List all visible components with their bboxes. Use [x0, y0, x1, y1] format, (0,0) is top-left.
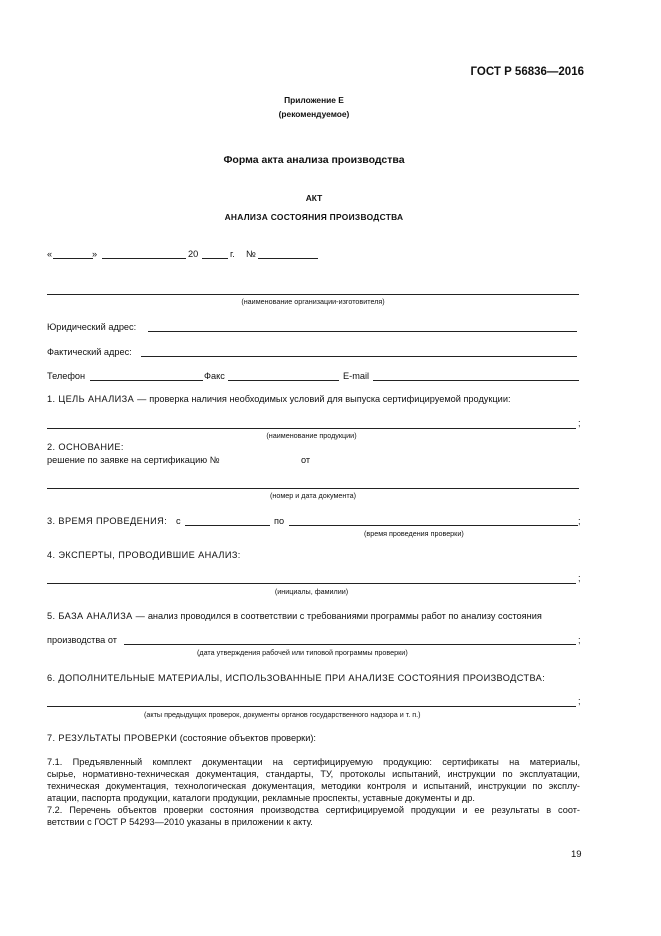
- p71-line-1: 7.1. Предъявленный комплект документации на сертифицируемую продукцию: сертификаты на материалы,: [47, 757, 580, 767]
- legal-address-field[interactable]: [148, 331, 577, 332]
- legal-address-label: Юридический адрес:: [47, 322, 137, 332]
- section-5: [47, 611, 542, 621]
- phone-label: Телефон: [47, 371, 86, 381]
- program-caption: (дата утверждения рабочей или типовой программы проверки): [197, 648, 408, 657]
- experts-field[interactable]: [47, 583, 576, 584]
- p72-line-1: 7.2. Перечень объектов проверки состояния производства сертифицируемой продукции и ее результаты в соот-: [47, 805, 580, 815]
- page-number: 19: [571, 849, 582, 860]
- section-6-label: 6. ДОПОЛНИТЕЛЬНЫЕ МАТЕРИАЛЫ, ИСПОЛЬЗОВАННЫЕ ПРИ АНАЛИЗЕ СОСТОЯНИЯ ПРОИЗВОДСТВА:: [47, 673, 546, 683]
- section-7-heading: [47, 733, 316, 743]
- year-field[interactable]: [202, 258, 228, 259]
- product-name-field[interactable]: [47, 428, 576, 429]
- actual-address-label: Фактический адрес:: [47, 347, 132, 357]
- doc-number-field[interactable]: [47, 488, 579, 489]
- email-field[interactable]: [373, 380, 579, 381]
- p71-line-2: сырье, нормативно-техническая документация, стандарты, ТУ, протоколы испытаний, инструкции по эксплуатации,: [47, 769, 580, 779]
- email-label: E-mail: [343, 371, 370, 381]
- section-1: [47, 394, 511, 404]
- fax-field[interactable]: [228, 380, 339, 381]
- standard-header: ГОСТ Р 56836—2016: [470, 66, 584, 78]
- section-1-label: 1. ЦЕЛЬ АНАЛИЗА —: [47, 394, 147, 404]
- section-2-label: 2. ОСНОВАНИЕ:: [47, 442, 124, 452]
- product-caption: (наименование продукции): [266, 431, 357, 440]
- program-date-field[interactable]: [124, 644, 576, 645]
- section-3-label: 3. ВРЕМЯ ПРОВЕДЕНИЯ:: [47, 516, 168, 526]
- actual-address-field[interactable]: [141, 356, 577, 357]
- month-field[interactable]: [102, 258, 186, 259]
- fax-label: Факс: [204, 371, 225, 381]
- section-2-from: от: [301, 455, 311, 465]
- section-4-label: 4. ЭКСПЕРТЫ, ПРОВОДИВШИЕ АНАЛИЗ:: [47, 550, 241, 560]
- org-name-field[interactable]: [47, 294, 579, 295]
- p72-line-2: ветствии с ГОСТ Р 54293—2010 указаны в приложении к акту.: [47, 817, 313, 827]
- doc-caption: (номер и дата документа): [270, 491, 356, 500]
- phone-field[interactable]: [90, 380, 203, 381]
- act-subtitle: АНАЛИЗА СОСТОЯНИЯ ПРОИЗВОДСТВА: [224, 212, 404, 222]
- time-caption: (время проведения проверки): [364, 529, 464, 538]
- materials-field[interactable]: [47, 706, 576, 707]
- p71-line-4: атации, паспорта продукции, каталоги продукции, рекламные проспекты, уставные документы и др.: [47, 793, 475, 803]
- day-field[interactable]: [53, 258, 93, 259]
- section-5-line2: производства от: [47, 635, 117, 645]
- section-7-note: (состояние объектов проверки):: [179, 733, 316, 743]
- section-7-label: 7. РЕЗУЛЬТАТЫ ПРОВЕРКИ: [47, 733, 178, 743]
- section-2-line: решение по заявке на сертификацию №: [47, 455, 220, 465]
- section-1-text: проверка наличия необходимых условий для выпуска сертифицируемой продукции:: [149, 394, 511, 404]
- experts-caption: (инициалы, фамилии): [274, 587, 349, 596]
- time-from-field[interactable]: [185, 525, 270, 526]
- act-title: АКТ: [305, 193, 323, 203]
- section-5-label: 5. БАЗА АНАЛИЗА —: [47, 611, 146, 621]
- time-to-field[interactable]: [289, 525, 578, 526]
- appendix-title: Приложение Е: [284, 95, 344, 105]
- appendix-subtitle: (рекомендуемое): [278, 109, 350, 119]
- section-5-text: анализ проводился в соответствии с требованиями программы работ по анализу состояния: [147, 611, 542, 621]
- org-caption: (наименование организации-изготовителя): [241, 297, 385, 306]
- p71-line-3: техническая документация, технологическая документация, методики контроля и испытаний, инструкции по эксплу-: [47, 781, 580, 791]
- form-title: Форма акта анализа производства: [223, 154, 405, 166]
- materials-caption: (акты предыдущих проверок, документы органов государственного надзора и т. п.): [144, 710, 421, 719]
- number-field[interactable]: [258, 258, 318, 259]
